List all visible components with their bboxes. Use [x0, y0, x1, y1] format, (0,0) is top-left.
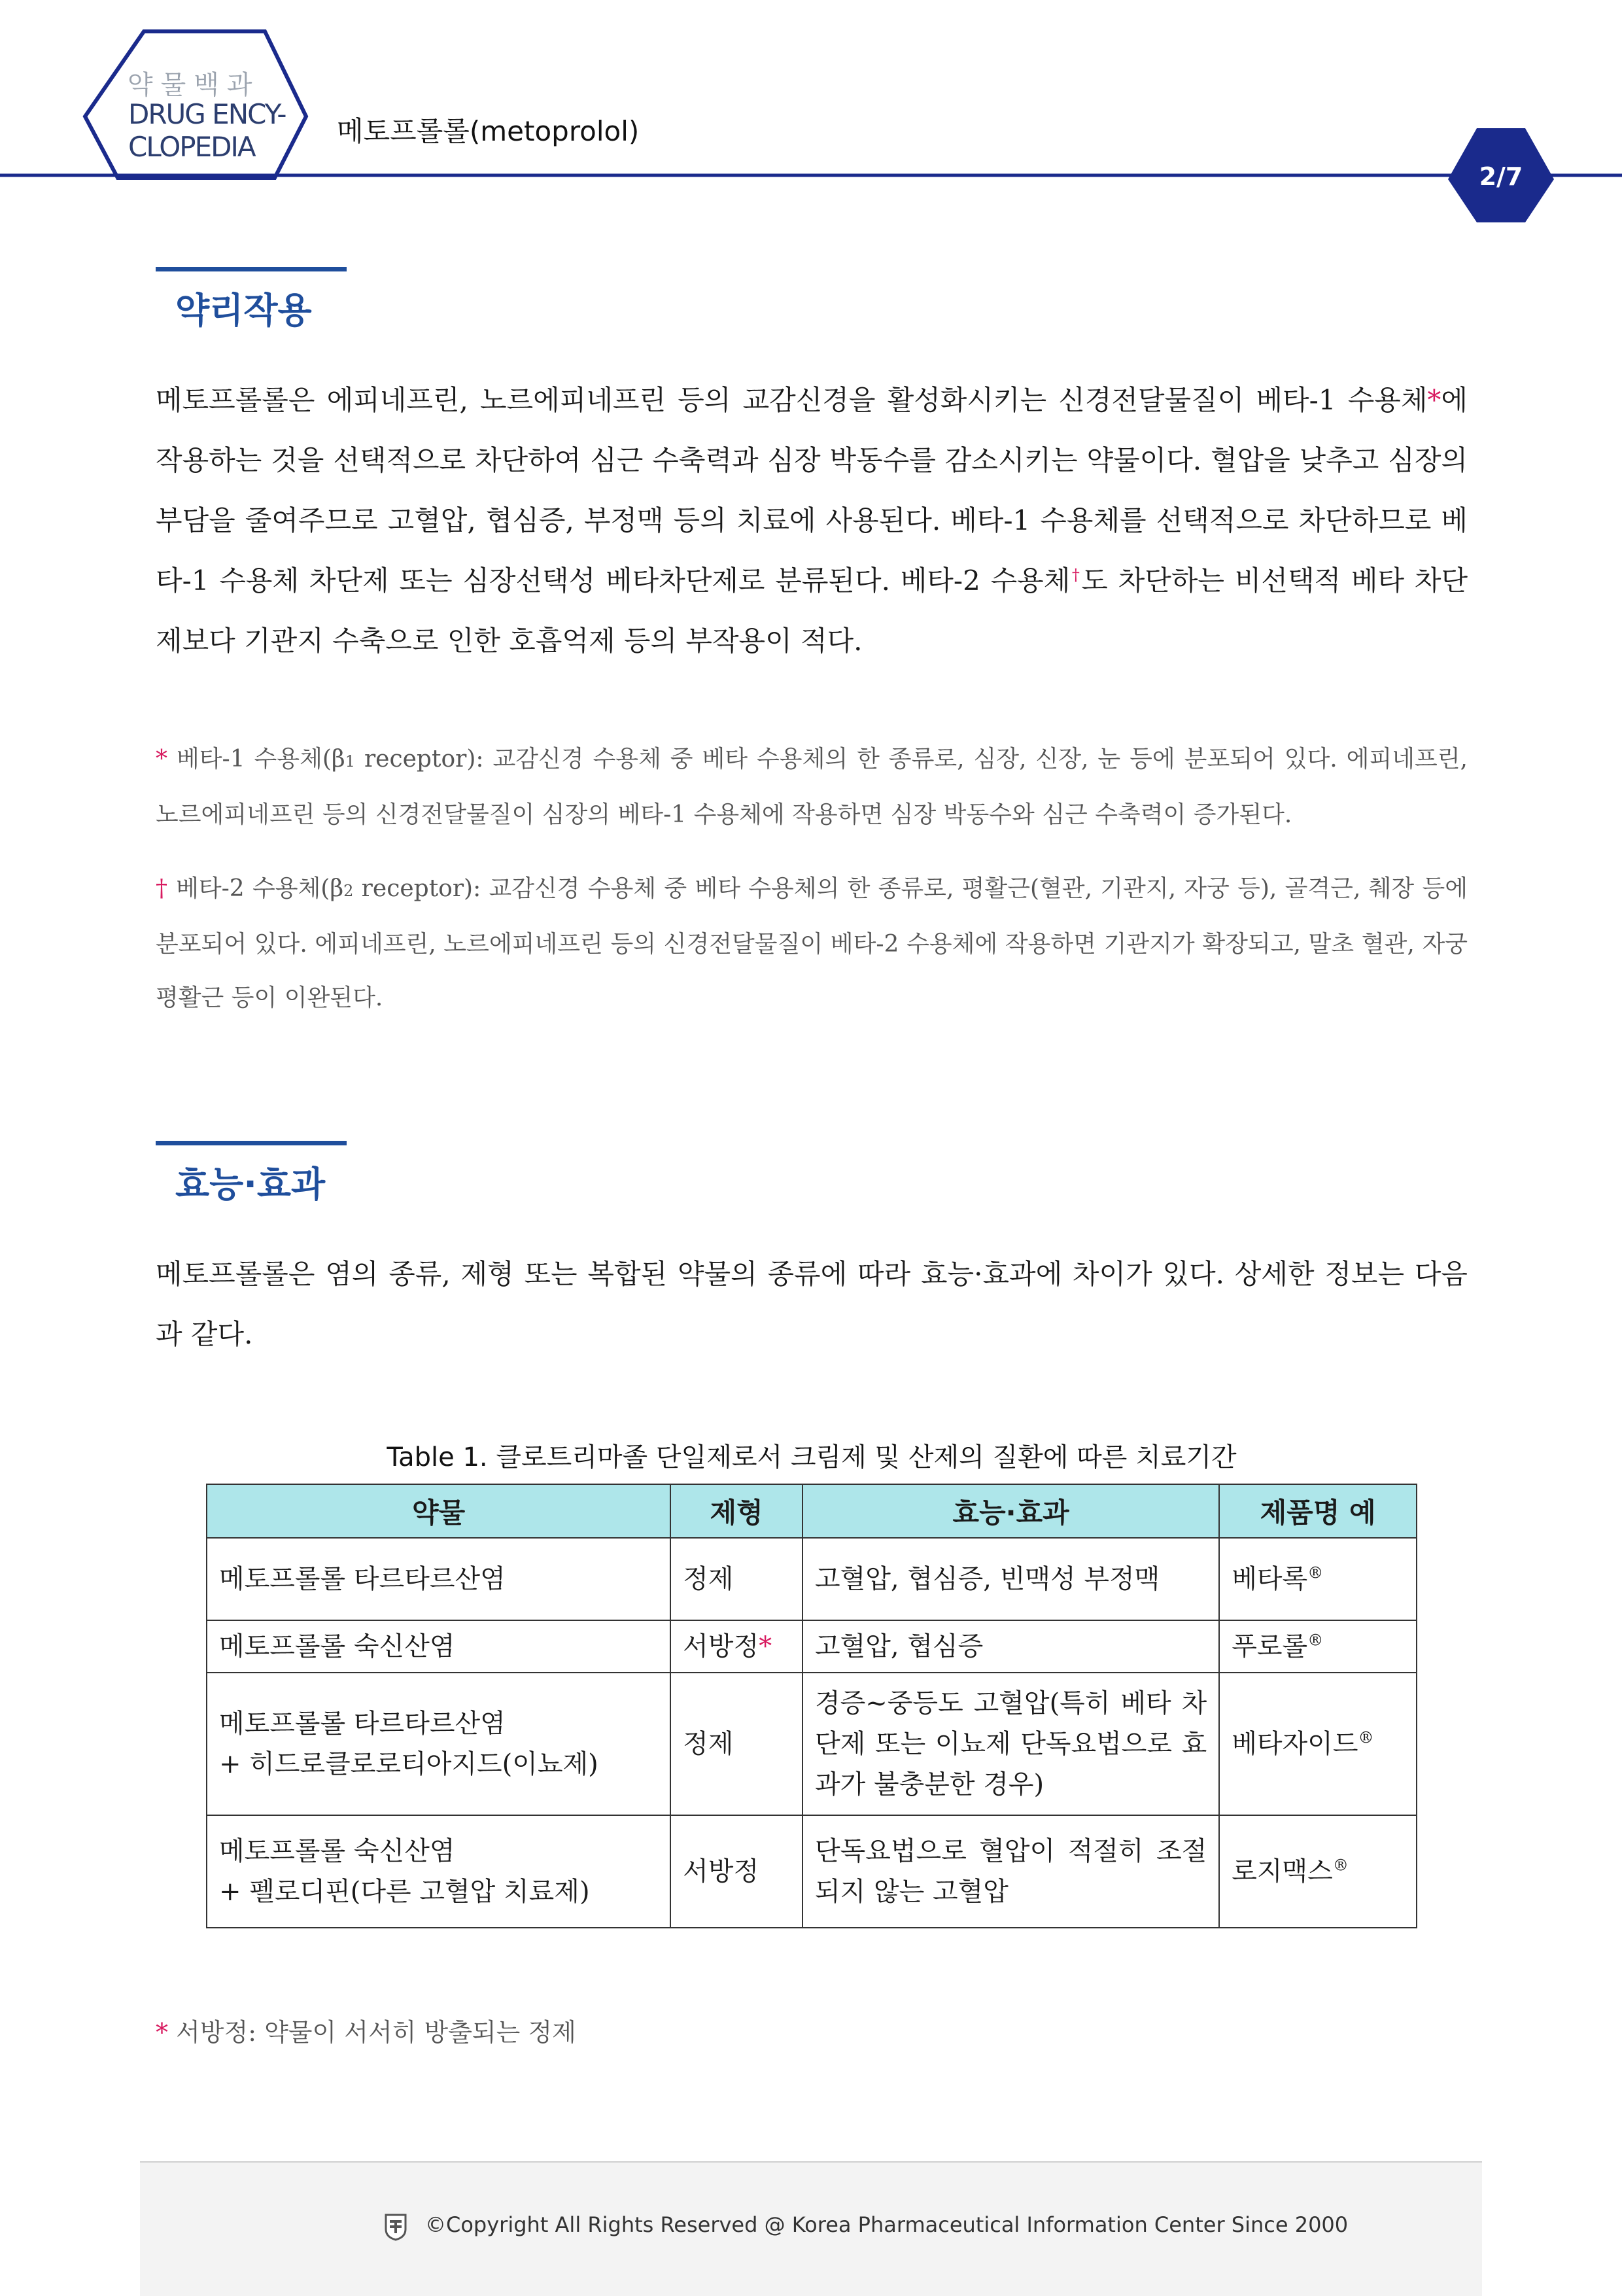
cell-effect: 단독요법으로 혈압이 적절히 조절되지 않는 고혈압 — [802, 1815, 1219, 1928]
cell-form — [670, 1815, 802, 1928]
section1-title: 약리작용 — [175, 290, 312, 331]
logo-english-line2: CLOPEDIA — [128, 131, 255, 163]
kpic-shield-icon — [385, 2214, 407, 2241]
cell-effect: 고혈압, 협심증 — [802, 1620, 1219, 1673]
header-effect: 효능·효과 — [802, 1484, 1219, 1538]
logo-korean: 약물백과 — [128, 70, 260, 100]
cell-drug — [207, 1815, 670, 1928]
product-name: 푸로롤 — [1232, 1631, 1308, 1661]
section1-body-part3: 도 차단하는 비선택적 베타 차단제보다 기관지 수축으로 인한 호흡억제 등의 부작용이 적다. — [156, 565, 1468, 657]
form-footnote-mark: * — [759, 1631, 772, 1661]
cell-product — [1219, 1673, 1417, 1815]
table-row — [207, 1538, 1417, 1620]
footnote-beta1-sub: 1 — [345, 752, 355, 771]
header-product: 제품명 예 — [1219, 1484, 1417, 1538]
drug-line1: 메토프롤롤 숙신산염 — [219, 1836, 455, 1866]
product-name: 베타록 — [1232, 1564, 1308, 1594]
cell-form — [670, 1620, 802, 1673]
registered-mark: ® — [1307, 1563, 1324, 1582]
footnote-beta2 — [156, 862, 1468, 1025]
footnote-beta2-post: receptor): 교감신경 수용체 중 베타 수용체의 한 종류로, 평활근(혈관, 기관지, 자궁 등), 골격근, 췌장 등에 분포되어 있다. 에피네프린, 노르에피네프린 등의 신경전달물질이 베타-2 수용체에 작용하면 기관지가 확장되고, 말초 혈관, 자궁 평활근 등이 이완된다. — [156, 875, 1468, 1011]
cell-drug — [207, 1538, 670, 1620]
form-text: 서방정 — [683, 1631, 759, 1661]
footnote-beta1-pre: 베타-1 수용체(β — [176, 746, 345, 773]
efficacy-table — [206, 1484, 1417, 1928]
logo-english — [128, 98, 286, 164]
section2-title: 효능·효과 — [175, 1164, 326, 1205]
registered-mark: ® — [1358, 1728, 1374, 1747]
cell-form — [670, 1673, 802, 1815]
footnote-mark-star: * — [1427, 384, 1441, 416]
cell-form — [670, 1538, 802, 1620]
header-drug: 약물 — [207, 1484, 670, 1538]
cell-product — [1219, 1815, 1417, 1928]
cell-drug — [207, 1673, 670, 1815]
form-text: 정제 — [683, 1729, 734, 1759]
document-title: 메토프롤롤(metoprolol) — [337, 115, 640, 147]
logo-english-line1: DRUG ENCY- — [128, 98, 286, 130]
copyright-text: ©Copyright All Rights Reserved @ Korea Pharmaceutical Information Center Since 2000 — [425, 2212, 1349, 2237]
cell-drug — [207, 1620, 670, 1673]
form-text: 정제 — [683, 1564, 734, 1594]
table-row — [207, 1673, 1417, 1815]
drug-line1: 메토프롤롤 타르타르산염 — [219, 1709, 506, 1739]
product-name: 로지맥스 — [1232, 1856, 1333, 1887]
section1-body — [156, 370, 1468, 671]
footnote-beta1 — [156, 733, 1468, 842]
product-name: 베타자이드 — [1232, 1729, 1358, 1759]
drug-line2: + 히드로클로로티아지드(이뇨제) — [219, 1749, 598, 1779]
footnote-beta2-sub: 2 — [343, 882, 354, 900]
cell-effect: 고혈압, 협심증, 빈맥성 부정맥 — [802, 1538, 1219, 1620]
footnote-beta1-post: receptor): 교감신경 수용체 중 베타 수용체의 한 종류로, 심장, 신장, 눈 등에 분포되어 있다. 에피네프린, 노르에피네프린 등의 신경전달물질이 심장의 베타-1 수용체에 작용하면 심장 박동수와 심근 수축력이 증가된다. — [156, 746, 1468, 828]
table-footnote-text: 서방정: 약물이 서서히 방출되는 정제 — [176, 2018, 576, 2047]
registered-mark: ® — [1307, 1631, 1324, 1650]
drug-line1: 메토프롤롤 숙신산염 — [219, 1631, 455, 1661]
form-text: 서방정 — [683, 1856, 759, 1887]
table-footnote — [156, 2012, 576, 2048]
table-footnote-mark: * — [156, 2018, 168, 2047]
footnote-beta2-pre: 베타-2 수용체(β — [176, 875, 344, 902]
footnote-beta1-mark: * — [156, 746, 167, 773]
table-row — [207, 1815, 1417, 1928]
registered-mark: ® — [1332, 1856, 1349, 1875]
table-header-row — [207, 1484, 1417, 1538]
header-form: 제형 — [670, 1484, 802, 1538]
section2-body: 메토프롤롤은 염의 종류, 제형 또는 복합된 약물의 종류에 따라 효능·효과에 차이가 있다. 상세한 정보는 다음과 같다. — [156, 1258, 1468, 1350]
table-row — [207, 1620, 1417, 1673]
section1-body-part2: 에 작용하는 것을 선택적으로 차단하여 심근 수축력과 심장 박동수를 감소시키는 약물이다. 혈압을 낮추고 심장의 부담을 줄여주므로 고혈압, 협심증, 부정맥 등의 치료에 사용된다. 베타-1 수용체를 선택적으로 차단하므로 베타-1 수용체 차단제 또는 심장선택성 베타차단제로 분류된다. 베타-2 수용체 — [156, 384, 1468, 597]
drug-line1: 메토프롤롤 타르타르산염 — [219, 1564, 506, 1594]
cell-effect: 경증~중등도 고혈압(특히 베타 차단제 또는 이뇨제 단독요법으로 효과가 불충분한 경우) — [802, 1673, 1219, 1815]
section2-bar — [156, 1141, 347, 1145]
cell-product — [1219, 1538, 1417, 1620]
footnote-mark-dagger: † — [1070, 566, 1082, 584]
page-number: 2/7 — [1479, 162, 1523, 191]
section1-bar — [156, 267, 347, 271]
table-caption: Table 1. 클로트리마졸 단일제로서 크림제 및 산제의 질환에 따른 치료기간 — [387, 1442, 1237, 1472]
cell-product — [1219, 1620, 1417, 1673]
section1-body-part1: 메토프롤롤은 에피네프린, 노르에피네프린 등의 교감신경을 활성화시키는 신경전달물질이 베타-1 수용체 — [156, 384, 1428, 416]
drug-line2: + 펠로디핀(다른 고혈압 치료제) — [219, 1877, 590, 1907]
footnote-beta2-mark: † — [156, 875, 168, 902]
